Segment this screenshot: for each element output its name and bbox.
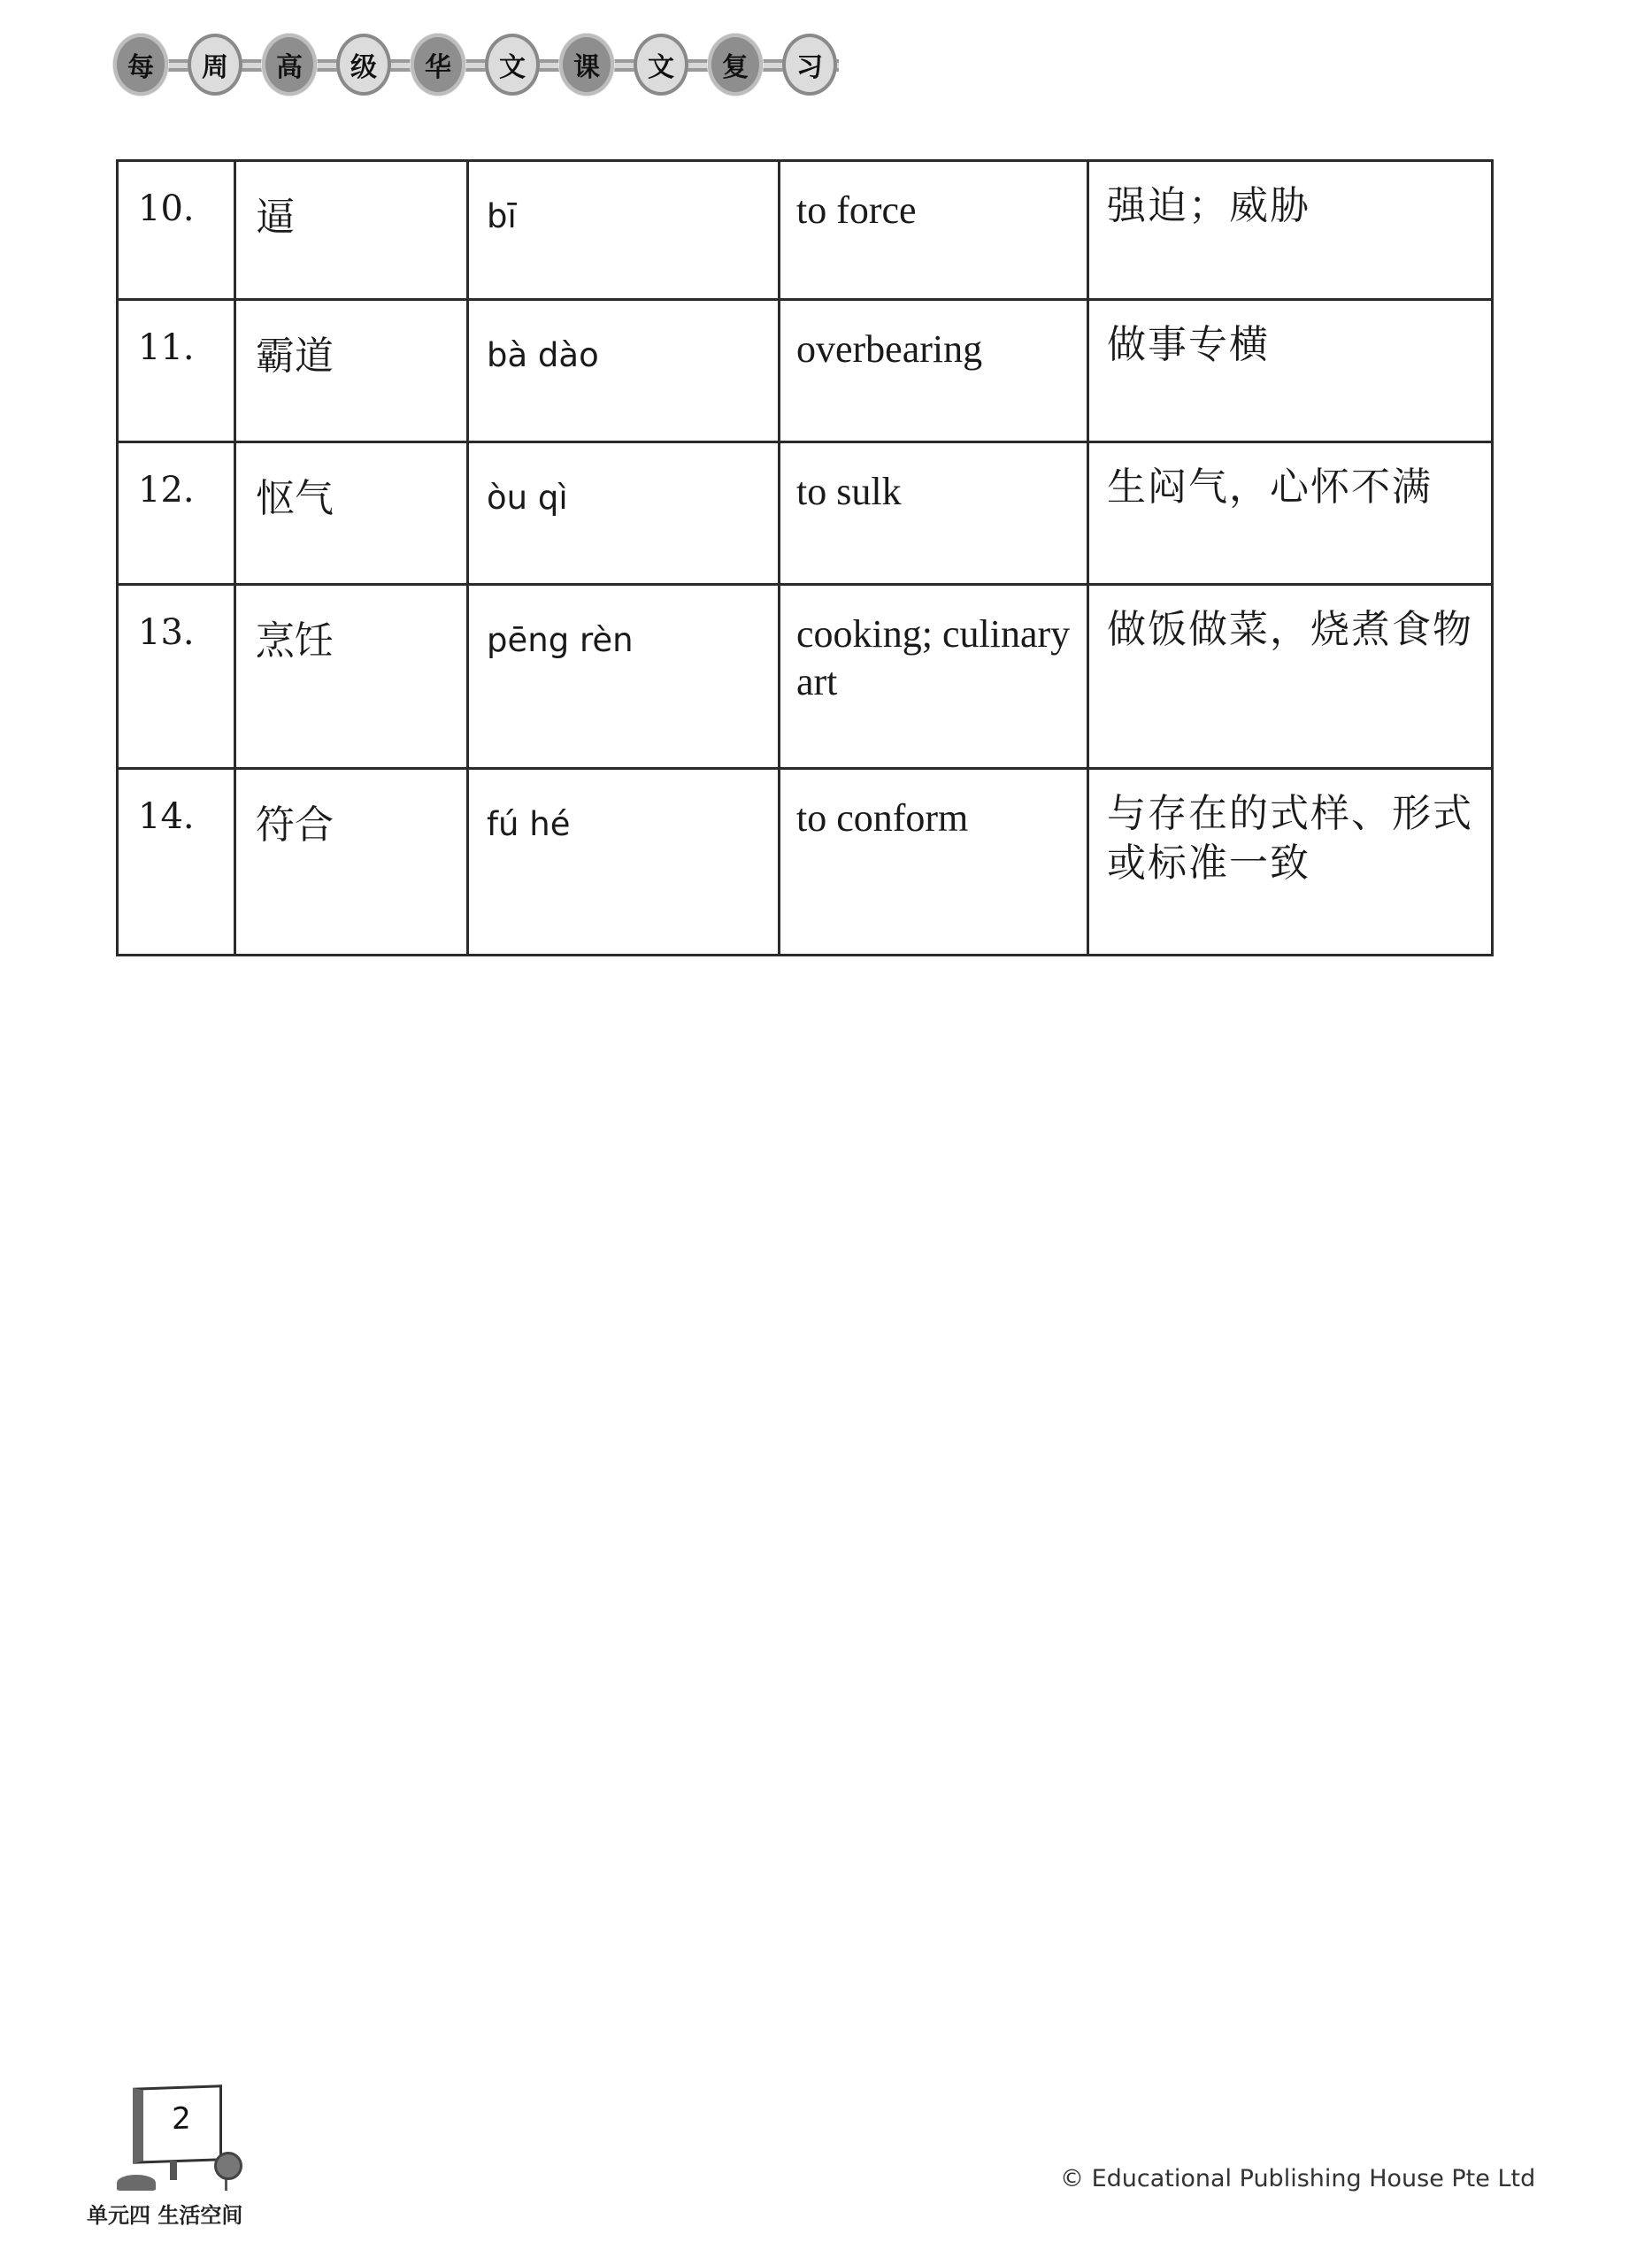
- chinese-definition: 生闷气，心怀不满: [1088, 442, 1493, 585]
- pinyin: fú hé: [468, 769, 780, 956]
- english-meaning: overbearing: [780, 300, 1088, 442]
- flower-icon: [214, 2152, 242, 2180]
- title-bead: 高: [262, 34, 317, 96]
- title-bead: 文: [485, 34, 540, 96]
- chinese-definition: 做事专横: [1088, 300, 1493, 442]
- row-number: 12.: [118, 442, 235, 585]
- row-number: 10.: [118, 161, 235, 300]
- title-bead: 每: [113, 34, 168, 96]
- grass-icon: [117, 2175, 156, 2191]
- row-number: 13.: [118, 585, 235, 769]
- sign-post-icon: [170, 2161, 177, 2180]
- table-row: [118, 769, 1493, 956]
- table-row: [118, 300, 1493, 442]
- series-title-banner: [113, 34, 857, 97]
- english-meaning: to force: [780, 161, 1088, 300]
- chinese-word: 逼: [235, 161, 468, 300]
- table-row: [118, 161, 1493, 300]
- chinese-word: 怄气: [235, 442, 468, 585]
- row-number: 11.: [118, 300, 235, 442]
- chinese-definition: 强迫；威胁: [1088, 161, 1493, 300]
- chinese-definition: 做饭做菜，烧煮食物: [1088, 585, 1493, 769]
- chinese-word: 霸道: [235, 300, 468, 442]
- pinyin: pēng rèn: [468, 585, 780, 769]
- pinyin: òu qì: [468, 442, 780, 585]
- title-bead: 课: [559, 34, 614, 96]
- unit-label: 单元四 生活空间: [87, 2203, 243, 2228]
- english-meaning: cooking; culinary art: [780, 585, 1088, 769]
- copyright-notice: © Educational Publishing House Pte Ltd: [1060, 2165, 1536, 2192]
- title-bead: 周: [188, 34, 242, 96]
- title-bead: 级: [336, 34, 391, 96]
- table-row: [118, 585, 1493, 769]
- chinese-word: 烹饪: [235, 585, 468, 769]
- chinese-definition: 与存在的式样、形式或标准一致: [1088, 769, 1493, 956]
- english-meaning: to conform: [780, 769, 1088, 956]
- title-bead: 复: [708, 34, 763, 96]
- english-meaning: to sulk: [780, 442, 1088, 585]
- row-number: 14.: [118, 769, 235, 956]
- pinyin: bà dào: [468, 300, 780, 442]
- pinyin: bī: [468, 161, 780, 300]
- chinese-word: 符合: [235, 769, 468, 956]
- page-number: 2: [172, 2100, 191, 2138]
- page-number-signpost: [106, 2079, 257, 2194]
- signboard-icon: [133, 2085, 222, 2164]
- title-bead: 习: [782, 34, 837, 96]
- table-row: [118, 442, 1493, 585]
- title-bead: 文: [634, 34, 688, 96]
- vocabulary-table: [116, 159, 1494, 956]
- title-bead: 华: [411, 34, 465, 96]
